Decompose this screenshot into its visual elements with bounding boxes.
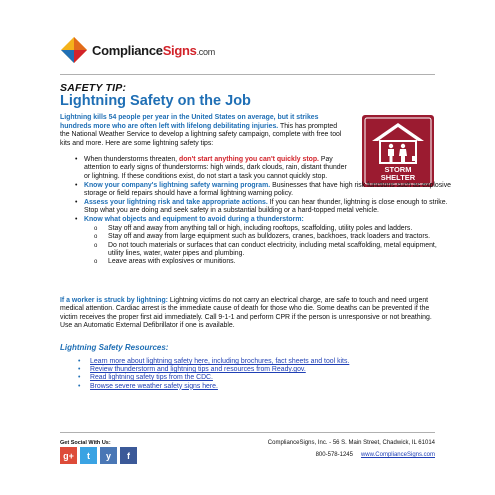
youtube-icon[interactable]: y [100, 447, 117, 464]
resources-list [90, 358, 349, 391]
twitter-icon[interactable]: t [80, 447, 97, 464]
safety-tips-list [84, 156, 454, 267]
list-item [84, 182, 454, 199]
sub-list-item: o Stay off and away from large equipment such as bulldozers, cranes, backhoes, track loaders and tractors. [108, 233, 454, 241]
social-label: Get Social With Us: [60, 440, 111, 446]
sign-line-2: SHELTER [380, 173, 416, 182]
website-link[interactable]: www.ComplianceSigns.com [360, 452, 435, 458]
tip-3-post: If you can hear thunder, lightning is close enough to strike. Stop what you are doing and seek safety in a substantial building or a hard-topped metal vehicle. [84, 199, 448, 215]
footer-divider [60, 432, 435, 433]
intro-body: This has prompted the National Weather Service to develop a lightning safety campaign, complete with free tool kits and more. Here are some lightning safety tips: [60, 122, 342, 147]
tip-2-post: Businesses that have high risk functions such as explosive storage or field repairs should have a formal lightning warning policy. [84, 181, 451, 198]
safety-tip-kicker: SAFETY TIP: [60, 82, 127, 94]
sub-list-item: o Do not touch materials or surfaces that can conduct electricity, including metal scaffolding, metal equipment, utility lines, water, water pipes and plumbing. [108, 242, 454, 259]
company-address: ComplianceSigns, Inc. - 56 S. Main Street, Chadwick, IL 61014 [267, 440, 435, 446]
social-links [60, 447, 137, 464]
worker-body: Lightning victims do not carry an electrical charge, are safe to touch and need urgent medical attention. Cardiac arrest is the immediate cause of death for those who die. Some deaths can be prevented if the victim receives the proper first aid immediately. Call 9-1-1 and perform CPR if the person is unresponsive or not breathing. Use an Automatic External Defibrillator if one is available. [60, 297, 432, 330]
intro-paragraph [60, 114, 346, 148]
tip-3-highlight: Assess your lightning risk and take appropriate actions. [84, 199, 268, 207]
logo-tld: .com [196, 46, 215, 57]
page-title: Lightning Safety on the Job [60, 93, 251, 109]
logo-text [92, 43, 215, 58]
diamond-logo-icon [60, 36, 88, 64]
tip-4-highlight: Know what objects and equipment to avoid during a thunderstorm: [84, 216, 304, 224]
contact-line [316, 452, 435, 458]
avoid-sublist [84, 225, 454, 267]
list-item [84, 156, 352, 181]
sub-list-item: o Stay off and away from anything tall or high, including rooftops, scaffolding, utility poles and ladders. [108, 225, 454, 233]
company-logo[interactable] [60, 36, 215, 64]
resource-link-cdc[interactable]: Read lightning safety tips from the CDC. [90, 374, 213, 382]
resources-heading: Lightning Safety Resources: [60, 343, 169, 352]
tip-2-highlight: Know your company's lightning safety warning program. [84, 181, 271, 189]
intro-lead: Lightning kills 54 people per year in the United States on average, but it strikes hundreds more who are often left with lifelong debilitating injuries. [60, 114, 319, 130]
tip-1-highlight: don't start anything you can't quickly stop. [179, 156, 319, 163]
list-item [84, 216, 454, 266]
tip-1-post: Pay attention to early signs of thunderstorms: high winds, dark clouds, rain, distant thunder or lightning. If these conditions exist, do not start a task you cannot quickly stop. [84, 156, 347, 180]
phone-number: 800-578-1245 [315, 452, 353, 458]
logo-accent: Signs [162, 42, 197, 58]
sign-line-1: STORM [384, 165, 412, 174]
header-divider [60, 74, 435, 75]
facebook-icon[interactable]: f [120, 447, 137, 464]
list-item [90, 374, 349, 382]
list-item [90, 383, 349, 391]
resource-link-brochures[interactable]: Learn more about lightning safety here, including brochures, fact sheets and tool kits. [90, 358, 350, 365]
list-item [90, 358, 349, 366]
resource-link-weather-signs[interactable]: Browse severe weather safety signs here. [90, 382, 218, 390]
resource-link-ready-gov[interactable]: Review thunderstorm and lightning tips and resources from Ready.gov. [90, 366, 306, 374]
list-item [84, 199, 454, 216]
sub-list-item: o Leave areas with explosives or munitions. [108, 258, 454, 266]
worker-lead: If a worker is struck by lightning: [60, 297, 168, 304]
list-item [90, 366, 349, 374]
google-plus-icon[interactable]: g+ [60, 447, 77, 464]
tip-1-pre: When thunderstorms threaten, [84, 156, 179, 163]
struck-worker-paragraph [60, 297, 440, 331]
logo-name: ComplianceSigns [92, 42, 197, 58]
